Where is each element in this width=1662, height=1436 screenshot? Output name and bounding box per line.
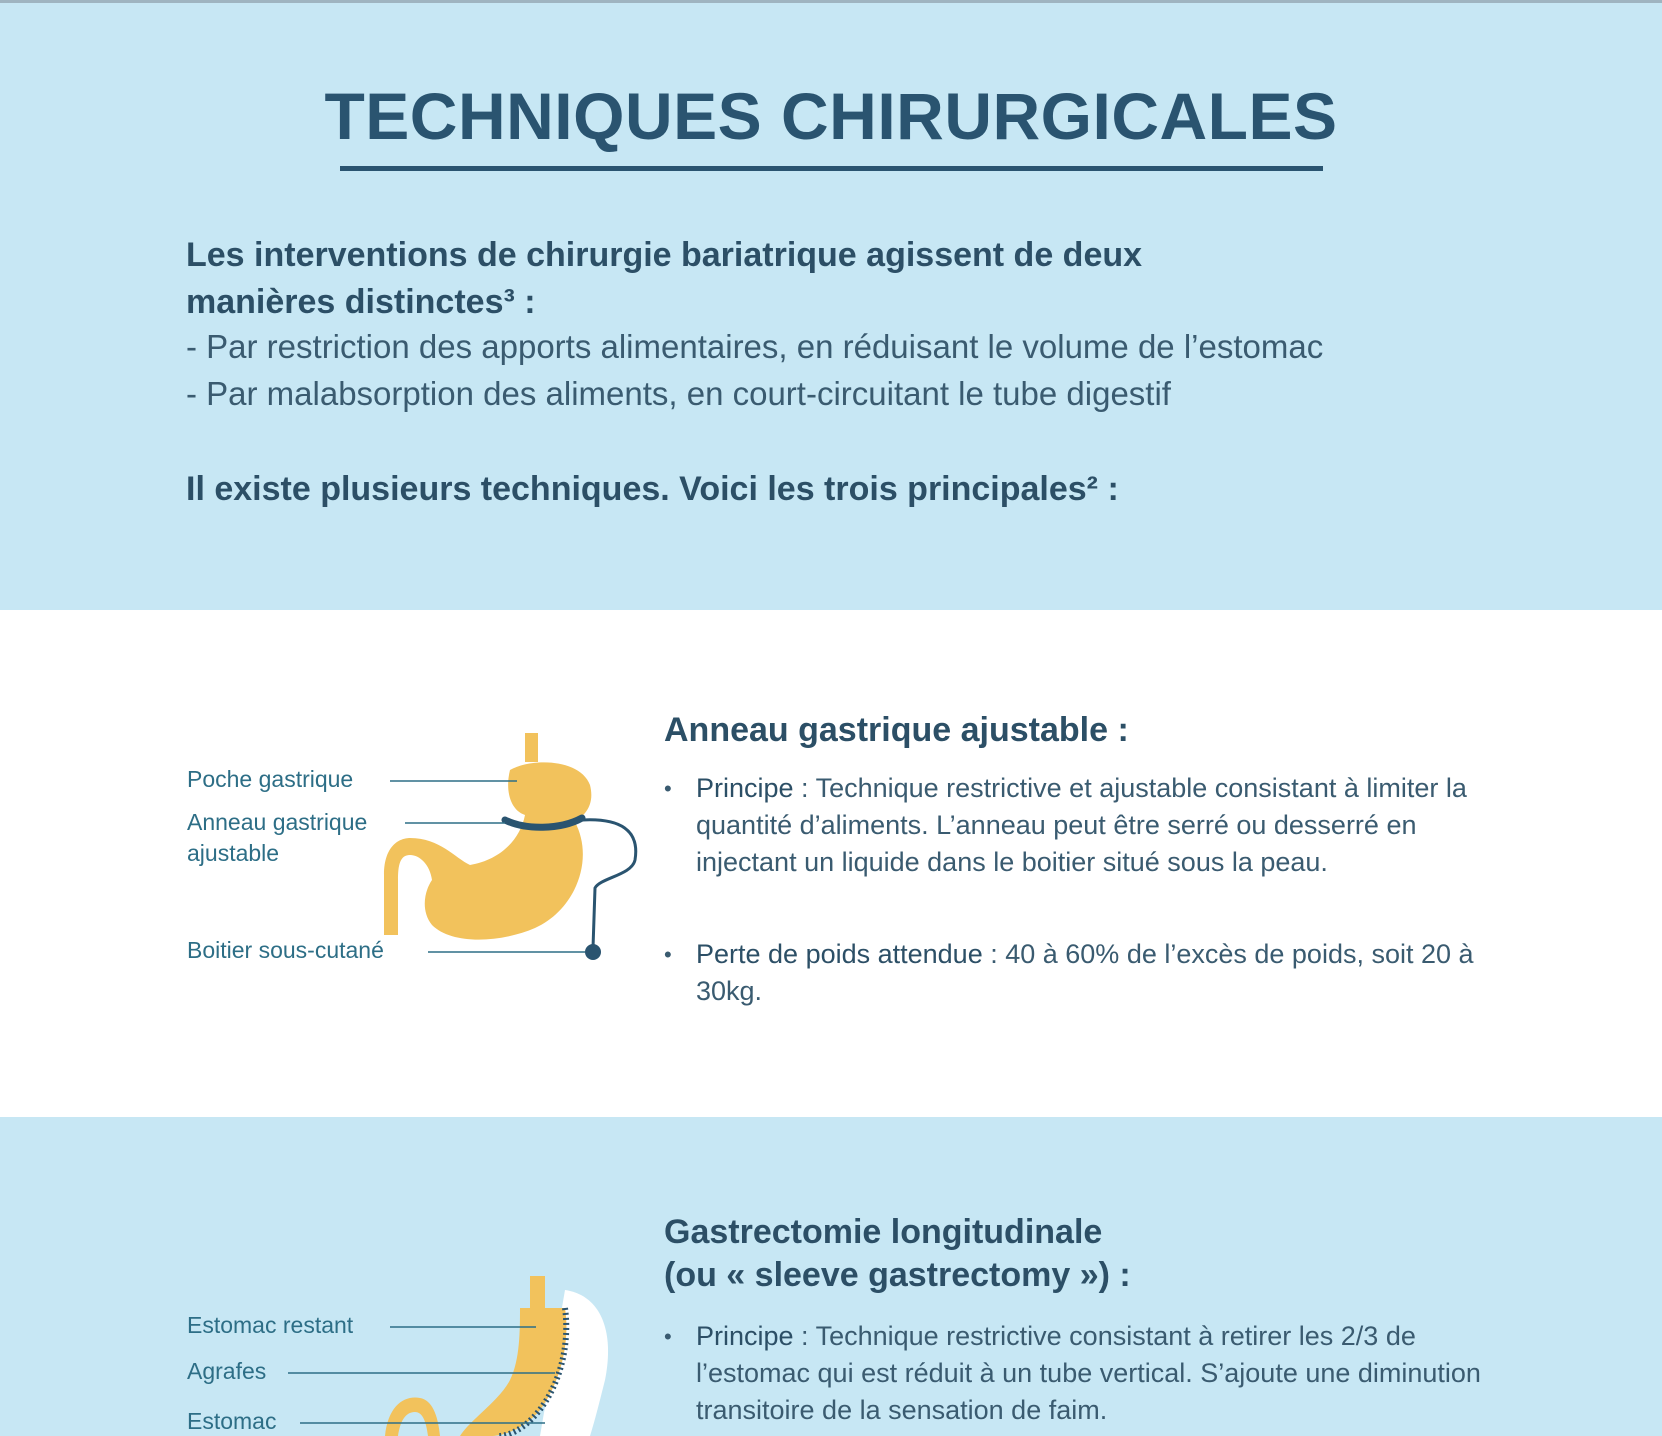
label-estomac: Estomac	[187, 1408, 277, 1434]
sleeve-principe	[664, 1318, 1524, 1429]
sleeve-principe-label: Principe	[696, 1321, 794, 1351]
intro-line-malabsorption: - Par malabsorption des aliments, en court-circuitant le tube digestif	[186, 375, 1171, 412]
sleeve-stomach-illustration	[288, 1276, 608, 1436]
bullet-icon: •	[664, 1324, 672, 1349]
bullet-icon: •	[664, 942, 672, 967]
anneau-perte	[664, 936, 1484, 1010]
anneau-title: Anneau gastrique ajustable :	[664, 711, 1129, 749]
anneau-principe-label: Principe	[696, 773, 794, 803]
anneau-principe	[664, 770, 1484, 881]
label-agrafes: Agrafes	[187, 1358, 267, 1384]
label-estomac-restant: Estomac restant	[187, 1312, 354, 1338]
intro-line-restriction: - Par restriction des apports alimentaires, en réduisant le volume de l’estomac	[186, 328, 1324, 365]
label-boitier: Boitier sous-cutané	[187, 937, 384, 963]
sleeve-title-line1: Gastrectomie longitudinale	[664, 1213, 1103, 1251]
label-anneau-ajustable: ajustable	[187, 840, 280, 866]
intro-techniques-heading: Il existe plusieurs techniques. Voici les trois principales² :	[186, 470, 1119, 508]
anneau-perte-label: Perte de poids attendue	[696, 939, 983, 969]
intro-heading: Les interventions de chirurgie bariatrique agissent de deux manières distinctes³ :	[186, 236, 1143, 321]
sleeve-title-line2: (ou « sleeve gastrectomy ») :	[664, 1256, 1131, 1294]
label-anneau-gastrique: Anneau gastrique	[187, 809, 368, 835]
anneau-principe-text: : Technique restrictive et ajustable consistant à limiter la quantité d’aliments. L’anneau peut être serré ou desserré en injectant un liquide dans le boitier situé sous la peau.	[696, 773, 1467, 877]
sleeve-principe-text: : Technique restrictive consistant à retirer les 2/3 de l’estomac qui est réduit à un tube vertical. S’ajoute une diminution transitoire de la sensation de faim.	[696, 1321, 1481, 1425]
page-title: TECHNIQUES CHIRURGICALES	[324, 79, 1338, 153]
bullet-icon: •	[664, 776, 672, 801]
label-poche-gastrique: Poche gastrique	[187, 766, 354, 792]
anneau-stomach-illustration	[384, 733, 636, 960]
anneau-perte-text: : 40 à 60% de l’excès de poids, soit 20 à 30kg.	[696, 939, 1474, 1006]
